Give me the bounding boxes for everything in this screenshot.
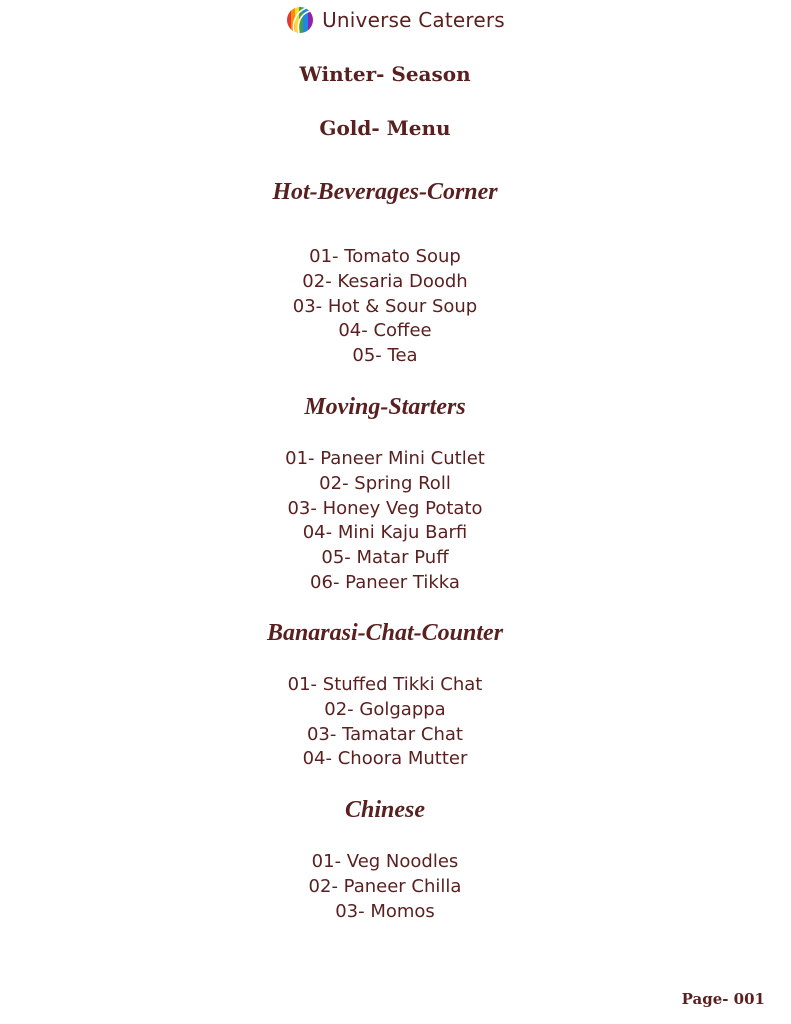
- menu-item: 04- Coffee: [338, 320, 432, 342]
- section-title-banarasi-chat: Banarasi-Chat-Counter: [266, 620, 504, 646]
- rainbow-logo-icon: [286, 6, 314, 34]
- item-list-banarasi-chat: [0, 673, 770, 772]
- menu-item: 02- Paneer Chilla: [308, 875, 462, 897]
- menu-item: 03- Hot & Sour Soup: [292, 295, 478, 317]
- header: [0, 4, 791, 36]
- item-list-chinese: [0, 850, 770, 924]
- menu-item: 03- Honey Veg Potato: [287, 497, 483, 519]
- menu-item: 02- Golgappa: [324, 698, 446, 720]
- menu-item: 05- Tea: [352, 345, 418, 367]
- menu-item: 03- Momos: [335, 900, 435, 922]
- season-title: Winter- Season: [299, 62, 471, 86]
- brand-name: Universe Caterers: [322, 8, 505, 32]
- menu-item: 03- Tamatar Chat: [306, 723, 463, 745]
- menu-item: 05- Matar Puff: [321, 547, 449, 569]
- menu-item: 02- Kesaria Doodh: [302, 270, 468, 292]
- section-title-chinese: Chinese: [344, 797, 425, 823]
- menu-item: 02- Spring Roll: [319, 472, 451, 494]
- page-number: Page- 001: [681, 990, 765, 1008]
- item-list-hot-beverages: [0, 245, 770, 369]
- menu-tier-title: Gold- Menu: [319, 116, 451, 140]
- menu-item: 01- Veg Noodles: [311, 851, 459, 872]
- section-title-moving-starters: Moving-Starters: [304, 394, 466, 420]
- menu-item: 06- Paneer Tikka: [310, 571, 460, 593]
- menu-item: 04- Mini Kaju Barfi: [302, 522, 468, 544]
- section-title-hot-beverages: Hot-Beverages-Corner: [272, 179, 498, 205]
- menu-item: 04- Choora Mutter: [302, 748, 468, 770]
- menu-item: 01- Tomato Soup: [309, 246, 461, 267]
- item-list-moving-starters: [0, 447, 770, 596]
- menu-item: 01- Paneer Mini Cutlet: [285, 448, 485, 469]
- menu-item: 01- Stuffed Tikki Chat: [287, 674, 483, 695]
